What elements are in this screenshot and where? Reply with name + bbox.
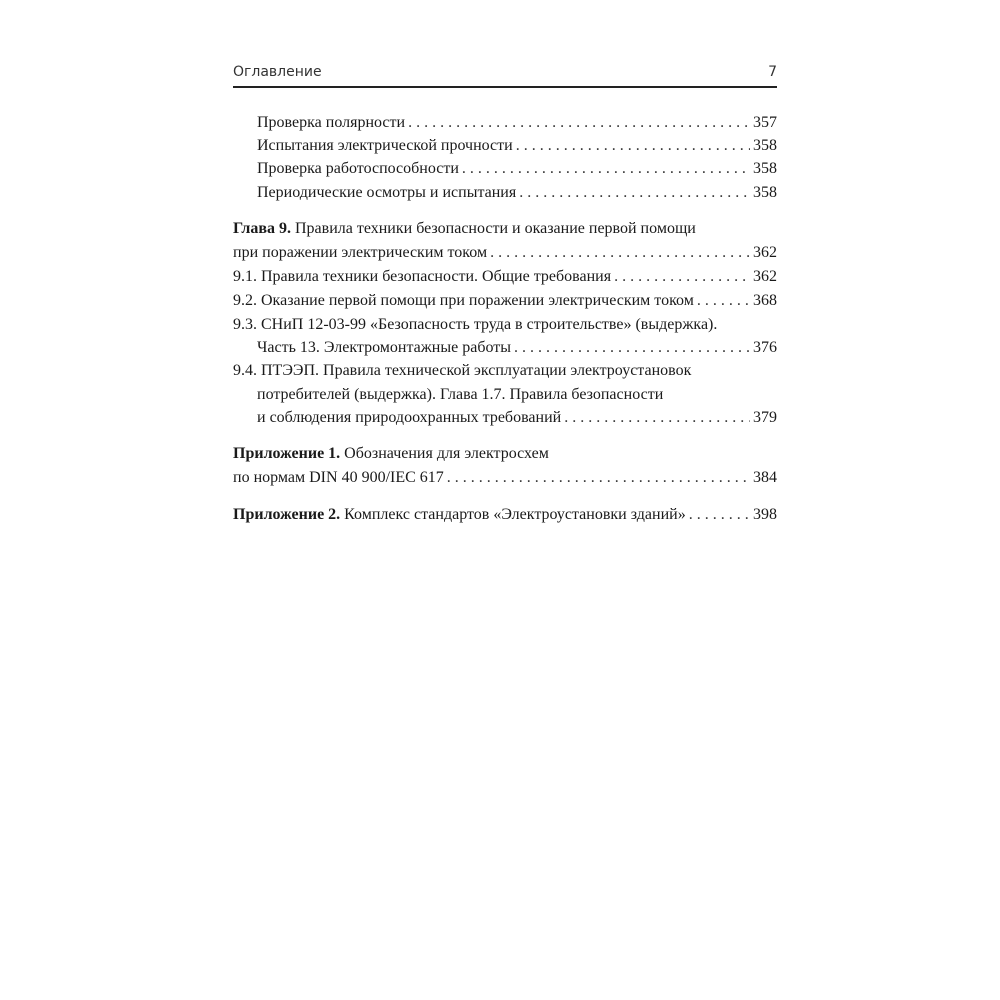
toc-entry[interactable] xyxy=(233,290,777,312)
leader-dots xyxy=(462,158,750,180)
appendix-title-line2: по нормам DIN 40 900/IEC 617 xyxy=(233,469,444,486)
toc-entry-page: 368 xyxy=(753,292,777,309)
chapter-label: Глава 9. xyxy=(233,220,291,237)
appendix-heading[interactable] xyxy=(233,504,777,526)
leader-dots xyxy=(514,337,750,359)
toc-entry-title: Периодические осмотры и испытания xyxy=(257,184,517,201)
toc-entry-title: 9.2. Оказание первой помощи при поражении электрическим током xyxy=(233,292,694,309)
chapter-title-line2: при поражении электрическим током xyxy=(233,244,488,261)
page-number: 7 xyxy=(768,64,777,80)
toc-entry-page: 376 xyxy=(753,339,777,356)
leader-dots xyxy=(408,112,750,134)
toc-entry[interactable] xyxy=(257,112,777,134)
leader-dots xyxy=(519,182,750,204)
toc-entry-title-line1: 9.3. СНиП 12-03-99 «Безопасность труда в строительстве» (выдержка). xyxy=(233,316,718,333)
toc-entry-cont[interactable] xyxy=(257,337,777,359)
chapter-heading-cont[interactable] xyxy=(233,242,777,264)
toc-entry-title-line2: потребителей (выдержка). Глава 1.7. Правила безопасности xyxy=(257,386,664,403)
leader-dots xyxy=(516,135,750,157)
appendix-page: 398 xyxy=(753,506,777,523)
toc-entry-page: 358 xyxy=(753,184,777,201)
toc-entry[interactable] xyxy=(233,314,777,336)
leader-dots xyxy=(447,467,750,489)
chapter-title-line1: Правила техники безопасности и оказание первой помощи xyxy=(295,220,696,237)
chapter-page: 362 xyxy=(753,244,777,261)
leader-dots xyxy=(614,266,750,288)
toc-entry-page: 358 xyxy=(753,137,777,154)
running-head-title: Оглавление xyxy=(233,64,322,80)
toc-entry-title: 9.1. Правила техники безопасности. Общие требования xyxy=(233,268,612,285)
toc-entry-page: 379 xyxy=(753,409,777,426)
appendix-page: 384 xyxy=(753,469,777,486)
toc-entry[interactable] xyxy=(257,182,777,204)
toc-entry-title: Проверка работоспособности xyxy=(257,160,459,177)
appendix-title-line1: Обозначения для электросхем xyxy=(344,445,549,462)
toc-entry-title: Проверка полярности xyxy=(257,114,406,131)
running-head xyxy=(233,62,777,88)
toc-entry-cont[interactable] xyxy=(257,384,777,406)
leader-dots xyxy=(564,407,750,429)
toc-entry-cont[interactable] xyxy=(257,407,777,429)
toc-entry[interactable] xyxy=(257,135,777,157)
toc-entry-title: Испытания электрической прочности xyxy=(257,137,513,154)
leader-dots xyxy=(490,242,750,264)
toc-entry-page: 358 xyxy=(753,160,777,177)
appendix-title: Комплекс стандартов «Электроустановки зданий» xyxy=(344,506,686,523)
toc-entry-title-line1: 9.4. ПТЭЭП. Правила технической эксплуатации электроустановок xyxy=(233,362,692,379)
leader-dots xyxy=(689,504,750,526)
chapter-heading[interactable] xyxy=(233,218,777,240)
leader-dots xyxy=(697,290,750,312)
appendix-label: Приложение 1. xyxy=(233,445,341,462)
toc-entry-title-line2: Часть 13. Электромонтажные работы xyxy=(257,339,511,356)
toc-entry-page: 357 xyxy=(753,114,777,131)
toc-entry[interactable] xyxy=(233,266,777,288)
toc-entry-page: 362 xyxy=(753,268,777,285)
toc-entry[interactable] xyxy=(257,158,777,180)
appendix-heading[interactable] xyxy=(233,443,777,465)
toc-entry[interactable] xyxy=(233,360,777,382)
appendix-label: Приложение 2. xyxy=(233,506,341,523)
appendix-heading-cont[interactable] xyxy=(233,467,777,489)
toc-entry-title-line3: и соблюдения природоохранных требований xyxy=(257,409,562,426)
